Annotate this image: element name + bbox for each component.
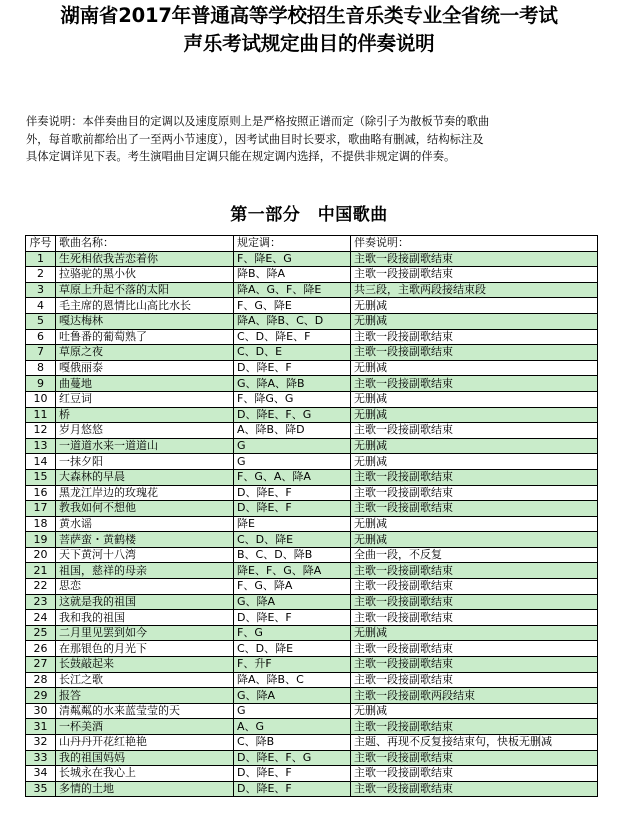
cell-song-name: 黄水谣 bbox=[56, 516, 234, 532]
cell-key: G bbox=[234, 438, 351, 454]
cell-key: F、G、降A bbox=[234, 579, 351, 595]
cell-index: 26 bbox=[26, 641, 56, 657]
table-row bbox=[26, 438, 598, 454]
cell-key: D、降E、F bbox=[234, 781, 351, 797]
cell-accompaniment-note: 主歌一段接副歌结束 bbox=[351, 641, 598, 657]
table-row bbox=[26, 282, 598, 298]
cell-index: 35 bbox=[26, 781, 56, 797]
cell-accompaniment-note: 主歌一段接副歌结束 bbox=[351, 657, 598, 673]
cell-song-name: 嘎达梅林 bbox=[56, 313, 234, 329]
cell-index: 22 bbox=[26, 579, 56, 595]
cell-key: F、G bbox=[234, 625, 351, 641]
cell-index: 6 bbox=[26, 329, 56, 345]
cell-index: 2 bbox=[26, 267, 56, 283]
cell-song-name: 教我如何不想他 bbox=[56, 501, 234, 517]
cell-song-name: 拉骆驼的黑小伙 bbox=[56, 267, 234, 283]
cell-song-name: 黑龙江岸边的玫瑰花 bbox=[56, 485, 234, 501]
description-line: 外，每首歌前都给出了一至两小节速度），因考试曲目时长要求，歌曲略有删减，结构标注及 bbox=[26, 132, 484, 146]
cell-index: 19 bbox=[26, 532, 56, 548]
table-row bbox=[26, 750, 598, 766]
cell-key: 降A、G、F、降E bbox=[234, 282, 351, 298]
cell-accompaniment-note: 主歌一段接副歌结束 bbox=[351, 345, 598, 361]
cell-accompaniment-note: 主歌一段接副歌结束 bbox=[351, 251, 598, 267]
cell-accompaniment-note: 主歌一段接副歌结束 bbox=[351, 750, 598, 766]
cell-song-name: 山丹丹开花红艳艳 bbox=[56, 735, 234, 751]
header-index: 序号 bbox=[26, 236, 56, 252]
cell-index: 16 bbox=[26, 485, 56, 501]
cell-song-name: 清粼粼的水来蓝莹莹的天 bbox=[56, 703, 234, 719]
cell-song-name: 我的祖国妈妈 bbox=[56, 750, 234, 766]
cell-song-name: 一抹夕阳 bbox=[56, 454, 234, 470]
cell-index: 33 bbox=[26, 750, 56, 766]
table-row bbox=[26, 485, 598, 501]
header-accompaniment-note: 伴奏说明： bbox=[351, 236, 598, 252]
cell-index: 1 bbox=[26, 251, 56, 267]
cell-key: G bbox=[234, 703, 351, 719]
cell-key: B、C、D、降B bbox=[234, 547, 351, 563]
cell-song-name: 生死相依我苦恋着你 bbox=[56, 251, 234, 267]
cell-index: 7 bbox=[26, 345, 56, 361]
cell-song-name: 草原之夜 bbox=[56, 345, 234, 361]
table-row bbox=[26, 329, 598, 345]
table-row bbox=[26, 781, 598, 797]
cell-accompaniment-note: 主歌一段接副歌结束 bbox=[351, 781, 598, 797]
table-row bbox=[26, 267, 598, 283]
cell-song-name: 思恋 bbox=[56, 579, 234, 595]
cell-song-name: 长城永在我心上 bbox=[56, 766, 234, 782]
accompaniment-description bbox=[26, 113, 594, 166]
cell-accompaniment-note: 无删减 bbox=[351, 532, 598, 548]
cell-key: G bbox=[234, 454, 351, 470]
cell-key: A、降B、降D bbox=[234, 423, 351, 439]
document-title-line-1: 湖南省2017年普通高等学校招生音乐类专业全省统一考试 bbox=[60, 4, 558, 27]
cell-song-name: 一道道水来一道道山 bbox=[56, 438, 234, 454]
cell-song-name: 天下黄河十八湾 bbox=[56, 547, 234, 563]
cell-song-name: 祖国，慈祥的母亲 bbox=[56, 563, 234, 579]
table-row bbox=[26, 345, 598, 361]
cell-index: 18 bbox=[26, 516, 56, 532]
table-row bbox=[26, 641, 598, 657]
cell-accompaniment-note: 主歌一段接副歌结束 bbox=[351, 672, 598, 688]
cell-song-name: 报答 bbox=[56, 688, 234, 704]
cell-index: 12 bbox=[26, 423, 56, 439]
cell-accompaniment-note: 主歌一段接副歌结束 bbox=[351, 610, 598, 626]
table-row bbox=[26, 766, 598, 782]
cell-key: 降E bbox=[234, 516, 351, 532]
cell-song-name: 嘎俄丽泰 bbox=[56, 360, 234, 376]
description-line: 伴奏说明：本伴奏曲目的定调以及速度原则上是严格按照正谱而定（除引子为散板节奏的歌曲 bbox=[26, 115, 490, 128]
cell-song-name: 我和我的祖国 bbox=[56, 610, 234, 626]
cell-song-name: 吐鲁番的葡萄熟了 bbox=[56, 329, 234, 345]
table-row bbox=[26, 719, 598, 735]
cell-key: G、降A bbox=[234, 594, 351, 610]
cell-key: D、降E、F、G bbox=[234, 407, 351, 423]
cell-accompaniment-note: 无删减 bbox=[351, 703, 598, 719]
table-row bbox=[26, 735, 598, 751]
cell-key: F、G、降E bbox=[234, 298, 351, 314]
cell-song-name: 二月里见罢到如今 bbox=[56, 625, 234, 641]
cell-key: C、D、E bbox=[234, 345, 351, 361]
cell-index: 28 bbox=[26, 672, 56, 688]
cell-accompaniment-note: 主歌一段接副歌结束 bbox=[351, 469, 598, 485]
cell-index: 9 bbox=[26, 376, 56, 392]
cell-key: C、D、降E bbox=[234, 641, 351, 657]
cell-accompaniment-note: 主歌一段接副歌结束 bbox=[351, 579, 598, 595]
cell-song-name: 红豆词 bbox=[56, 391, 234, 407]
section-title: 第一部分 中国歌曲 bbox=[230, 205, 388, 225]
cell-key: G、降A、降B bbox=[234, 376, 351, 392]
cell-key: D、降E、F bbox=[234, 360, 351, 376]
table-row bbox=[26, 391, 598, 407]
cell-accompaniment-note: 主歌一段接副歌结束 bbox=[351, 423, 598, 439]
cell-accompaniment-note: 无删减 bbox=[351, 391, 598, 407]
cell-song-name: 在那银色的月光下 bbox=[56, 641, 234, 657]
cell-index: 27 bbox=[26, 657, 56, 673]
cell-key: F、降E、G bbox=[234, 251, 351, 267]
cell-accompaniment-note: 主歌一段接副歌两段结束 bbox=[351, 688, 598, 704]
table-row bbox=[26, 423, 598, 439]
cell-accompaniment-note: 主歌一段接副歌结束 bbox=[351, 594, 598, 610]
table-row bbox=[26, 298, 598, 314]
header-key: 规定调： bbox=[234, 236, 351, 252]
table-row bbox=[26, 703, 598, 719]
cell-accompaniment-note: 无删减 bbox=[351, 454, 598, 470]
cell-index: 20 bbox=[26, 547, 56, 563]
cell-index: 21 bbox=[26, 563, 56, 579]
description-line: 具体定调详见下表。考生演唱曲目定调只能在规定调内选择，不提供非规定调的伴奏。 bbox=[26, 150, 456, 163]
cell-accompaniment-note: 无删减 bbox=[351, 438, 598, 454]
cell-accompaniment-note: 主歌一段接副歌结束 bbox=[351, 376, 598, 392]
cell-index: 11 bbox=[26, 407, 56, 423]
table-row bbox=[26, 501, 598, 517]
table-row bbox=[26, 454, 598, 470]
cell-accompaniment-note: 无删减 bbox=[351, 360, 598, 376]
cell-index: 8 bbox=[26, 360, 56, 376]
cell-accompaniment-note: 主歌一段接副歌结束 bbox=[351, 501, 598, 517]
cell-index: 3 bbox=[26, 282, 56, 298]
table-row bbox=[26, 313, 598, 329]
table-row bbox=[26, 657, 598, 673]
table-row bbox=[26, 625, 598, 641]
cell-accompaniment-note: 共三段，主歌两段接结束段 bbox=[351, 282, 598, 298]
cell-index: 25 bbox=[26, 625, 56, 641]
cell-song-name: 桥 bbox=[56, 407, 234, 423]
cell-accompaniment-note: 无删减 bbox=[351, 625, 598, 641]
cell-key: F、G、A、降A bbox=[234, 469, 351, 485]
cell-song-name: 多情的土地 bbox=[56, 781, 234, 797]
header-song-name: 歌曲名称： bbox=[56, 236, 234, 252]
cell-key: 降B、降A bbox=[234, 267, 351, 283]
cell-accompaniment-note: 主歌一段接副歌结束 bbox=[351, 485, 598, 501]
cell-key: C、D、降E、F bbox=[234, 329, 351, 345]
cell-song-name: 菩萨蛮・黄鹤楼 bbox=[56, 532, 234, 548]
cell-song-name: 草原上升起不落的太阳 bbox=[56, 282, 234, 298]
cell-song-name: 毛主席的恩情比山高比水长 bbox=[56, 298, 234, 314]
cell-index: 14 bbox=[26, 454, 56, 470]
cell-song-name: 长鼓敲起来 bbox=[56, 657, 234, 673]
cell-key: F、升F bbox=[234, 657, 351, 673]
cell-index: 24 bbox=[26, 610, 56, 626]
cell-accompaniment-note: 主歌一段接副歌结束 bbox=[351, 267, 598, 283]
table-row bbox=[26, 563, 598, 579]
cell-key: 降A、降B、C bbox=[234, 672, 351, 688]
document-title-line-2: 声乐考试规定曲目的伴奏说明 bbox=[183, 32, 435, 55]
cell-song-name: 长江之歌 bbox=[56, 672, 234, 688]
cell-index: 15 bbox=[26, 469, 56, 485]
cell-key: C、降B bbox=[234, 735, 351, 751]
cell-accompaniment-note: 主歌一段接副歌结束 bbox=[351, 563, 598, 579]
table-header-row bbox=[26, 236, 598, 252]
cell-song-name: 曲蔓地 bbox=[56, 376, 234, 392]
cell-index: 23 bbox=[26, 594, 56, 610]
cell-key: D、降E、F、G bbox=[234, 750, 351, 766]
cell-key: 降A、降B、C、D bbox=[234, 313, 351, 329]
table-row bbox=[26, 376, 598, 392]
cell-key: D、降E、F bbox=[234, 485, 351, 501]
song-table bbox=[25, 235, 598, 797]
table-row bbox=[26, 516, 598, 532]
cell-accompaniment-note: 无删减 bbox=[351, 516, 598, 532]
table-row bbox=[26, 547, 598, 563]
cell-key: 降E、F、G、降A bbox=[234, 563, 351, 579]
cell-index: 10 bbox=[26, 391, 56, 407]
cell-key: A、G bbox=[234, 719, 351, 735]
cell-accompaniment-note: 主歌一段接副歌结束 bbox=[351, 766, 598, 782]
cell-index: 4 bbox=[26, 298, 56, 314]
cell-index: 5 bbox=[26, 313, 56, 329]
table-row bbox=[26, 407, 598, 423]
cell-index: 32 bbox=[26, 735, 56, 751]
cell-accompaniment-note: 无删减 bbox=[351, 407, 598, 423]
cell-key: D、降E、F bbox=[234, 610, 351, 626]
table-row bbox=[26, 688, 598, 704]
cell-index: 31 bbox=[26, 719, 56, 735]
cell-key: C、D、降E bbox=[234, 532, 351, 548]
cell-accompaniment-note: 主题、再现不反复接结束句，快板无删减 bbox=[351, 735, 598, 751]
cell-accompaniment-note: 主歌一段接副歌结束 bbox=[351, 329, 598, 345]
cell-song-name: 一杯美酒 bbox=[56, 719, 234, 735]
cell-song-name: 岁月悠悠 bbox=[56, 423, 234, 439]
cell-index: 30 bbox=[26, 703, 56, 719]
table-row bbox=[26, 532, 598, 548]
cell-song-name: 大森林的早晨 bbox=[56, 469, 234, 485]
table-row bbox=[26, 594, 598, 610]
cell-accompaniment-note: 主歌一段接副歌结束 bbox=[351, 719, 598, 735]
table-row bbox=[26, 251, 598, 267]
table-row bbox=[26, 360, 598, 376]
cell-key: F、降G、G bbox=[234, 391, 351, 407]
cell-index: 29 bbox=[26, 688, 56, 704]
cell-key: G、降A bbox=[234, 688, 351, 704]
cell-index: 13 bbox=[26, 438, 56, 454]
table-row bbox=[26, 469, 598, 485]
cell-accompaniment-note: 无删减 bbox=[351, 298, 598, 314]
cell-song-name: 这就是我的祖国 bbox=[56, 594, 234, 610]
cell-accompaniment-note: 无删减 bbox=[351, 313, 598, 329]
cell-index: 17 bbox=[26, 501, 56, 517]
cell-key: D、降E、F bbox=[234, 501, 351, 517]
cell-index: 34 bbox=[26, 766, 56, 782]
table-row bbox=[26, 672, 598, 688]
cell-key: D、降E、F bbox=[234, 766, 351, 782]
table-row bbox=[26, 610, 598, 626]
table-row bbox=[26, 579, 598, 595]
cell-accompaniment-note: 全曲一段，不反复 bbox=[351, 547, 598, 563]
